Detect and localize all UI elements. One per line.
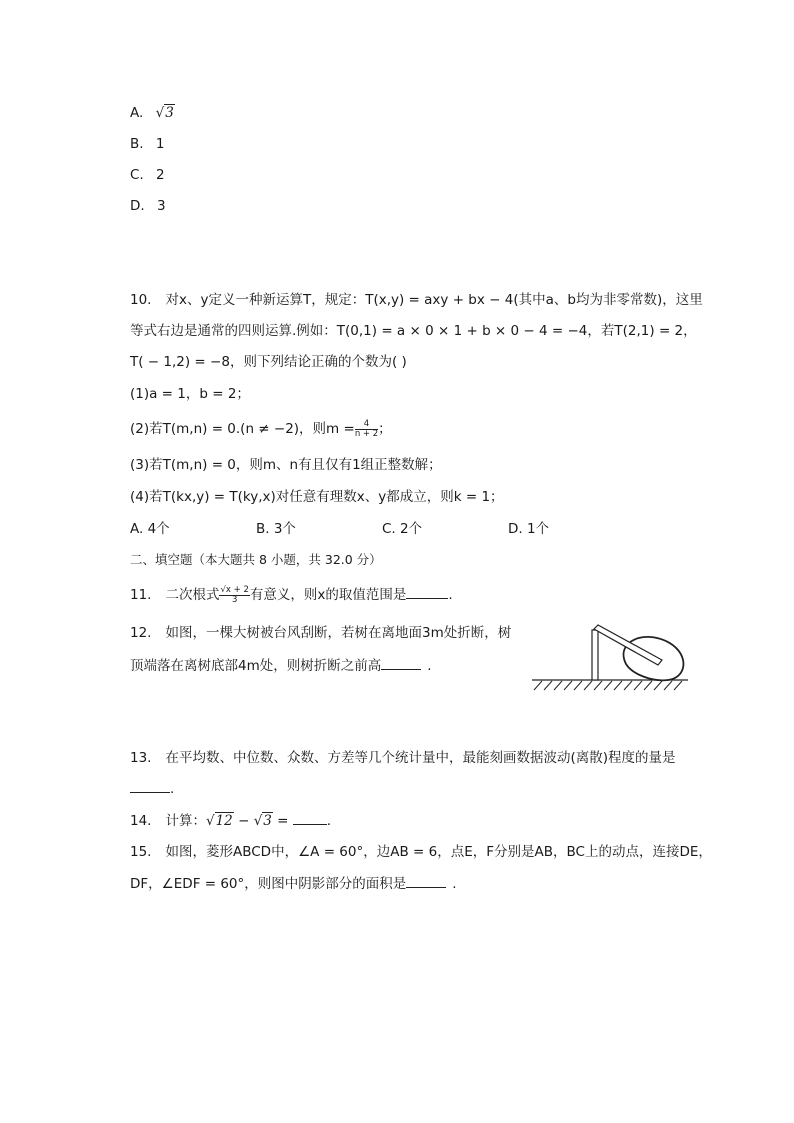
broken-tree-figure <box>528 620 693 695</box>
option-label: B. <box>130 136 144 152</box>
q10-line3: T( − 1,2) = −8，则下列结论正确的个数为( ) <box>130 354 407 370</box>
option-value: 1 <box>155 136 165 152</box>
q10-statement-3: (3)若T(m,n) = 0，则m、n有且仅有1组正整数解； <box>130 457 442 473</box>
q14-line: 14. 计算：√12 − √3 = . <box>130 810 331 831</box>
q9-option-b <box>130 134 164 154</box>
answer-blank[interactable] <box>406 873 446 888</box>
q10-option-b: B. 3个 <box>256 521 296 537</box>
q10-text: 对x、y定义一种新运算T，规定：T(x,y) = axy + bx − 4(其中a、b均为非零常数)，这里 <box>165 292 703 308</box>
q15-line1: 15. 如图，菱形ABCD中，∠A = 60°，边AB = 6，点E，F分别是AB，BC上的动点，连接DE， <box>130 844 712 860</box>
option-label: D. <box>130 198 145 214</box>
question-number: 14. <box>130 813 152 829</box>
q15-line2: DF，∠EDF = 60°，则图中阴影部分的面积是 . <box>130 873 457 894</box>
answer-blank[interactable] <box>293 810 327 825</box>
option-label: A. <box>130 105 144 121</box>
q10-line2: 等式右边是通常的四则运算.例如：T(0,1) = a × 0 × 1 + b × 0 − 4 = −4，若T(2,1) = 2， <box>130 323 697 339</box>
sqrt-fraction: $\frac{√x + 2}{3}$ <box>220 584 249 605</box>
sqrt-3: √3 <box>253 813 272 829</box>
section-heading: 二、填空题（本大题共 8 小题，共 32.0 分） <box>130 552 382 567</box>
q10-statement-2: (2)若T(m,n) = 0.(n ≠ −2)，则m = $\frac{4}{n + 2}$ ； <box>130 418 392 439</box>
answer-blank[interactable] <box>381 655 421 670</box>
q9-option-a <box>130 103 175 123</box>
q10-options <box>130 519 730 539</box>
q9-option-c <box>130 165 165 185</box>
answer-blank[interactable] <box>406 584 448 599</box>
q10-option-d: D. 1个 <box>508 521 550 537</box>
sqrt-expression: √3 <box>155 105 174 121</box>
option-value: 2 <box>156 167 165 183</box>
question-number: 10. <box>130 292 152 308</box>
q10-statement-1: (1)a = 1，b = 2； <box>130 386 250 402</box>
q10-line1 <box>130 290 703 310</box>
q13-line2: . <box>130 778 174 799</box>
q13-line1: 13. 在平均数、中位数、众数、方差等几个统计量中，最能刻画数据波动(离散)程度的量是 <box>130 750 676 766</box>
option-value: 3 <box>156 198 166 214</box>
fraction: $\frac{4}{n + 2}$ <box>354 418 379 439</box>
q10-option-c: C. 2个 <box>382 521 423 537</box>
q10-statement-4: (4)若T(kx,y) = T(ky,x)对任意有理数x、y都成立，则k = 1； <box>130 489 504 505</box>
question-number: 15. <box>130 844 152 860</box>
q11-line: 11. 二次根式 $\frac{√x + 2}{3}$ 有意义，则x的取值范围是 . <box>130 584 453 605</box>
sqrt-12: √12 <box>205 813 233 829</box>
question-number: 11. <box>130 587 152 603</box>
option-label: C. <box>130 167 144 183</box>
q12-line1: 12. 如图，一棵大树被台风刮断，若树在离地面3m处折断，树 <box>130 625 512 641</box>
question-number: 13. <box>130 750 152 766</box>
q10-option-a: A. 4个 <box>130 521 170 537</box>
answer-blank[interactable] <box>130 778 170 793</box>
q9-option-d <box>130 196 166 216</box>
q12-line2: 顶端落在离树底部4m处，则树折断之前高 . <box>130 655 432 676</box>
question-number: 12. <box>130 625 152 641</box>
